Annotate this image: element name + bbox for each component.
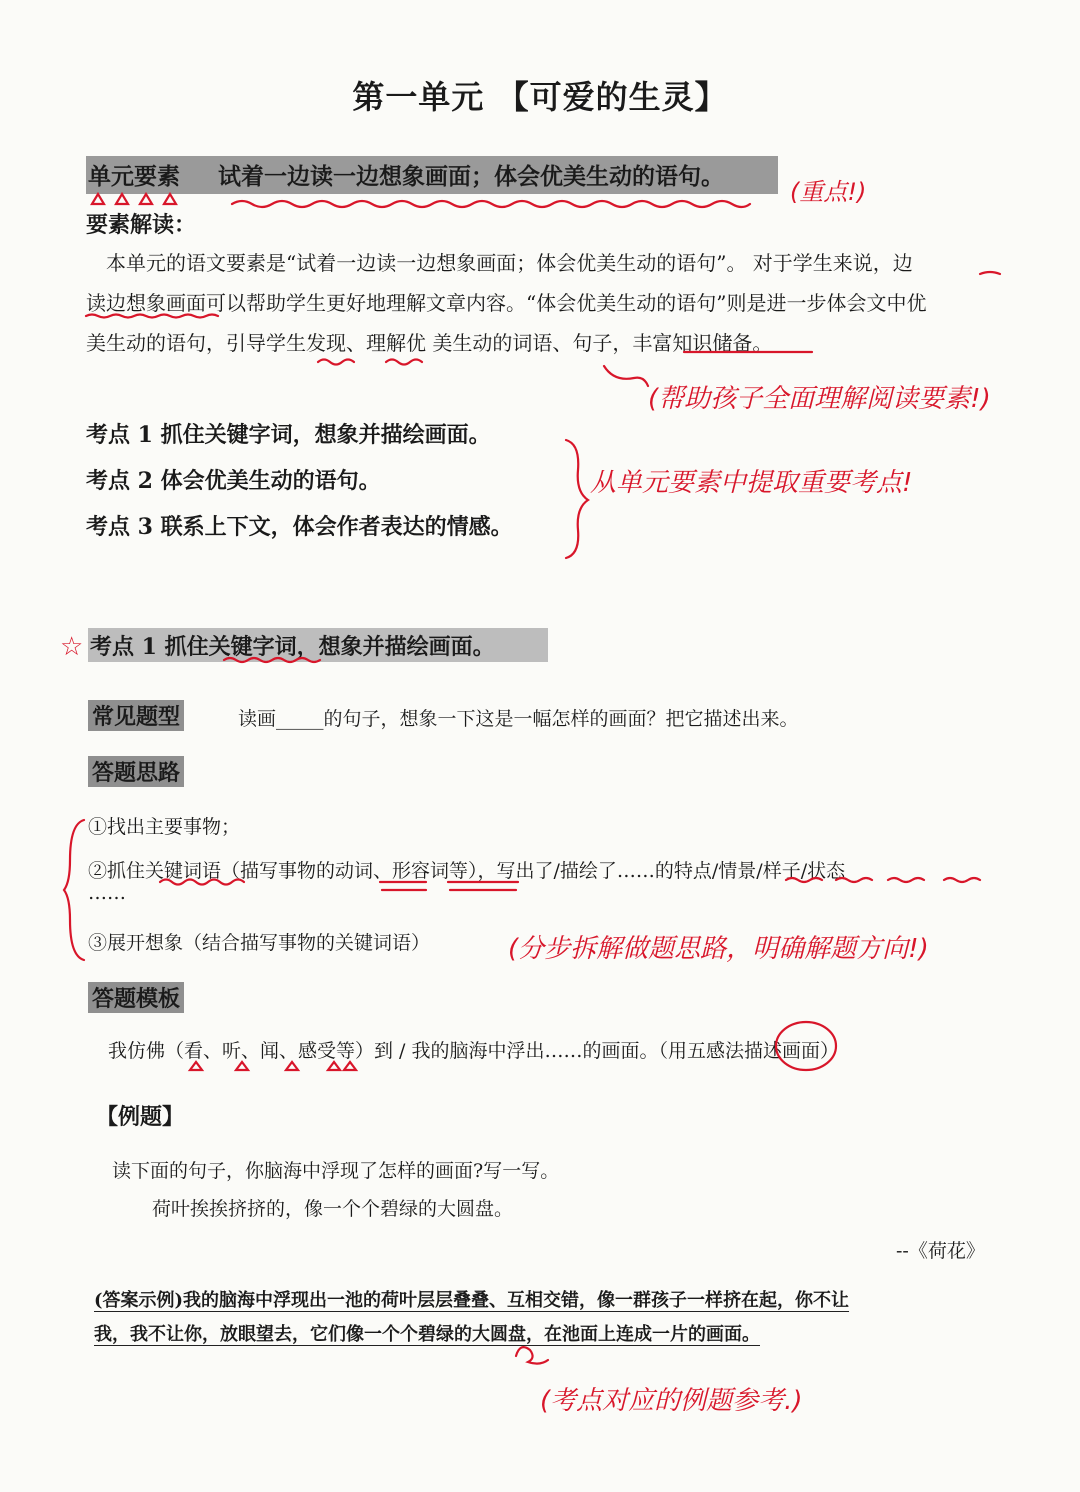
exam-point-1: 考点 1 抓住关键字词，想象并描绘画面。	[86, 422, 491, 448]
exam-point-3: 考点 3 联系上下文，体会作者表达的情感。	[86, 514, 513, 540]
example-source: --《荷花》	[896, 1240, 985, 1262]
common-type-label: 常见题型	[88, 700, 184, 731]
approach-step-3: ③展开想象（结合描写事物的关键词语）	[88, 932, 431, 954]
note-interpretation: (帮助孩子全面理解阅读要素!)	[648, 384, 991, 414]
note-approach: (分步拆解做题思路，明确解题方向!)	[508, 934, 929, 964]
answer-line-2: 我，我不让你，放眼望去，它们像一个个碧绿的大圆盘，在池面上连成一片的画面。	[94, 1324, 760, 1345]
section-heading: 考点 1 抓住关键字词，想象并描绘画面。	[90, 634, 495, 660]
exam-point-2: 考点 2 体会优美生动的语句。	[86, 468, 381, 494]
requirement-label: 单元要素	[88, 163, 180, 190]
interpretation-line-1: 本单元的语文要素是“试着一边读一边想象画面；体会优美生动的语句”。 对于学生来说，边	[106, 251, 913, 275]
requirement-text: 试着一边读一边想象画面；体会优美生动的语句。	[218, 163, 724, 190]
approach-step-2-cont: ……	[88, 882, 126, 904]
example-question: 读下面的句子，你脑海中浮现了怎样的画面?写一写。	[112, 1160, 560, 1182]
answer-line-1: (答案示例)我的脑海中浮现出一池的荷叶层层叠叠、互相交错，像一群孩子一样挤在起，你不让	[94, 1290, 850, 1311]
note-example: (考点对应的例题参考.)	[540, 1386, 803, 1416]
page-title: 第一单元 【可爱的生灵】	[352, 78, 728, 116]
template-label: 答题模板	[88, 982, 184, 1013]
note-key-point: (重点!)	[790, 178, 867, 206]
example-label: 【例题】	[96, 1104, 185, 1130]
template-text: 我仿佛（看、听、闻、感受等）到 / 我的脑海中浮出……的画面。（用五感法描述画面）	[108, 1040, 839, 1062]
star-icon: ☆	[60, 632, 84, 662]
interpretation-line-2: 读边想象画面可以帮助学生更好地理解文章内容。“体会优美生动的语句”则是进一步体会文中优	[86, 291, 927, 315]
approach-step-2: ②抓住关键词语（描写事物的动词、形容词等），写出了/描绘了……的特点/情景/样子/状态	[88, 860, 846, 882]
approach-label: 答题思路	[88, 756, 184, 787]
approach-step-1: ①找出主要事物；	[88, 816, 241, 838]
note-exam-points: 从单元要素中提取重要考点!	[590, 468, 913, 498]
unit-requirement	[88, 158, 724, 191]
interpretation-heading: 要素解读：	[86, 212, 197, 238]
common-type-text: 读画_____的句子，想象一下这是一幅怎样的画面？把它描述出来。	[238, 708, 799, 730]
interpretation-line-3: 美生动的语句，引导学生发现、理解优 美生动的词语、句子，丰富知识储备。	[86, 331, 773, 355]
example-quote: 荷叶挨挨挤挤的，像一个个碧绿的大圆盘。	[152, 1198, 514, 1220]
